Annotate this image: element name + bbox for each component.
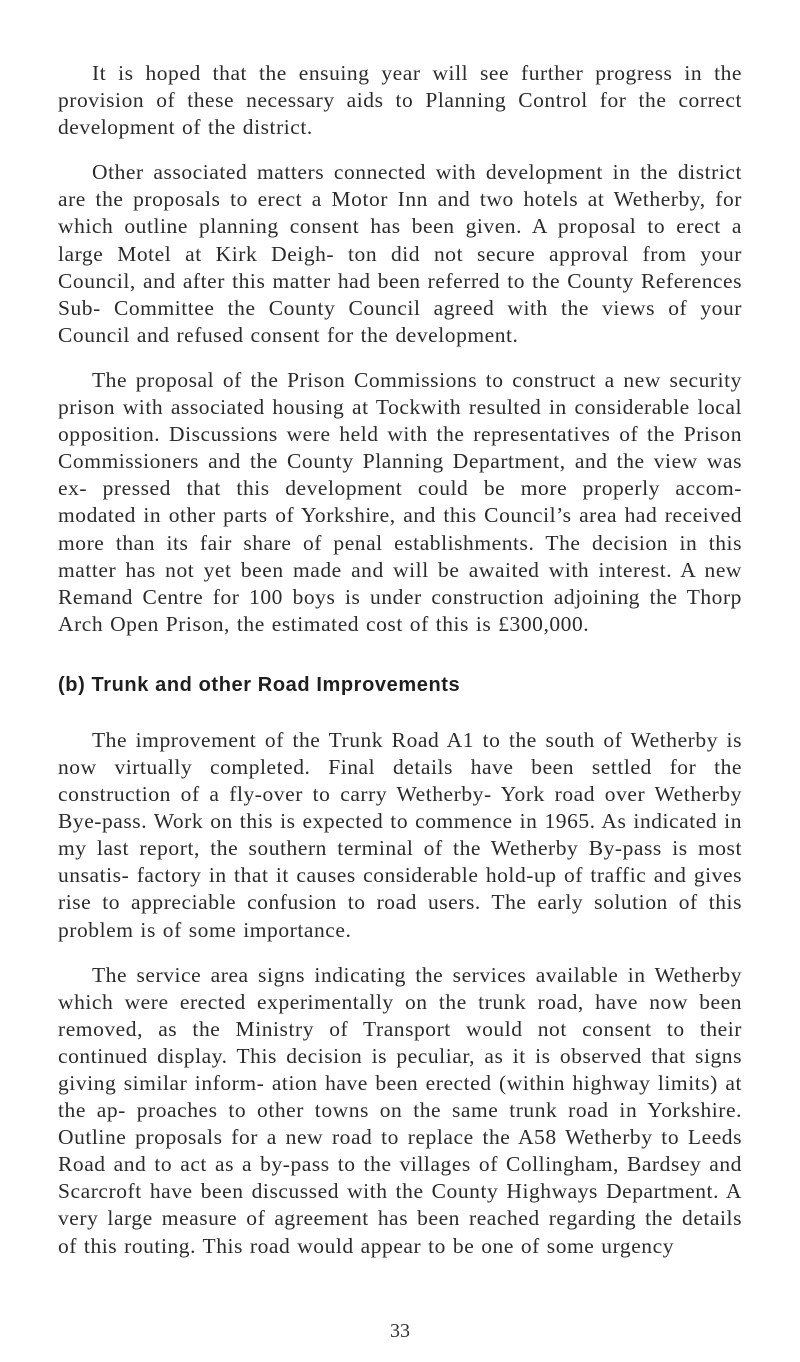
paragraph-planning-aids: It is hoped that the ensuing year will see further progress in the provision of these necessary aids to Planning Control for the correct development of the district. [58,61,742,140]
paragraph-prison-proposal: The proposal of the Prison Commissions to construct a new security prison with associated housing at Tockwith resulted in considerable local opposition. Discussions were held with the representatives of the Prison Commissioners and the County Planning Department, and the view was ex- pressed that this development could be more properly accom- modated in other parts of Yorkshire, and this Council’s area had received more than its fair share of penal establishments. The decision in this matter has not yet been made and will be awaited with interest. A new Remand Centre for 100 boys is under construction adjoining the Thorp Arch Open Prison, the estimated cost of this is £300,000. [58,367,742,636]
page-number: 33 [390,1320,410,1342]
paragraph-motor-inn-hotels: Other associated matters connected with development in the district are the proposals to erect a Motor Inn and two hotels at Wetherby, for which outline planning consent has been given. A proposal to erect a large Motel at Kirk Deigh- ton did not secure approval from your Council, and after this matter had been referred to the County References Sub- Committee the County Council agreed with the views of your Council and refused consent for the development. [58,160,742,347]
paragraph-service-area-signs: The service area signs indicating the services available in Wetherby which were erected experimentally on the trunk road, have now been removed, as the Ministry of Transport would not consent to their continued display. This decision is peculiar, as it is observed that signs giving similar inform- ation have been erected (within highway limits) at the ap- proaches to other towns on the same trunk road in Yorkshire. Outline proposals for a new road to replace the A58 Wetherby to Leeds Road and to act as a by-pass to the villages of Collingham, Bardsey and Scarcroft have been discussed with the County Highways Department. A very large measure of agreement has been reached regarding the details of this routing. This road would appear to be one of some urgency [58,962,742,1258]
paragraph-trunk-road-a1: The improvement of the Trunk Road A1 to the south of Wetherby is now virtually completed. Final details have been settled for the construction of a fly-over to carry Wetherby- York road over Wetherby Bye-pass. Work on this is expected to commence in 1965. As indicated in my last report, the southern terminal of the Wetherby By-pass is most unsatis- factory in that it causes considerable hold-up of traffic and gives rise to appreciable confusion to road users. The early solution of this problem is of some importance. [58,727,742,942]
section-heading-road-improvements: (b) Trunk and other Road Improvements [58,673,461,696]
document-page [58,60,742,1260]
